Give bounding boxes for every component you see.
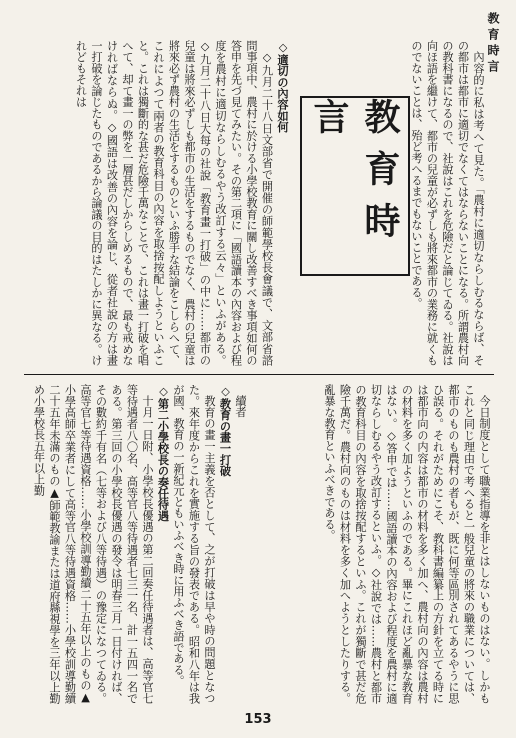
column-lower-left bbox=[28, 384, 248, 704]
section-heading: ◇教育の畫一打破 bbox=[218, 384, 233, 477]
page-number: 153 bbox=[244, 712, 272, 727]
section-title: 教育時言 bbox=[308, 98, 401, 254]
column-divider bbox=[24, 374, 494, 375]
column-lower-right bbox=[260, 384, 492, 704]
paragraph: 教育の畫一主義を否として、之が打破は早や時の問題となつた。來年度からこれを實施する旨の發表である。昭和八年は我が國、教育の一新紀元ともいふべき時に用ふべき語である。 bbox=[172, 384, 216, 704]
running-head: 教育時言 bbox=[486, 12, 500, 76]
paragraph: 續者 bbox=[234, 395, 247, 418]
column-upper-right bbox=[410, 40, 486, 366]
section-heading: ◇第二小學校長の奏任待遇 bbox=[156, 384, 171, 522]
title-box bbox=[300, 96, 410, 276]
paragraph: 內容的に私は考へて見た。「農村に適切ならしむるならば、その都市は都市に適切でなくてはならないことになる。所謂農村向の教科書になるので、社說はこれを危險だと論じてゐる。社說は向ほ語を繼けて、都市の兒童が必ずしも將來都市の業務に就くものでないことは、殆ど考へるまでもないことである。 bbox=[410, 40, 485, 366]
paragraph: ◇九月二十八日文部省で開催の師範學校長會議で、文部省諮問事項中、農村に於ける小學校教育に關し改善すべき事項如何の答申を先づ見てみたい。その第二項に「國語讀本の內容および程度を農村に適切ならしむるやう改訂する云々」といふがある。◇九月二十八日大每の社說「教育畫一打破」の中に……都市の兒童は將來必ずしも都市の生活をするものでなく、農村の兒童は將來必ず農村の生活をするものといふ勝手な結論をこしらへて、これによつて兩者の教育科目の內容を取捨按配しようといふこと。これは獨斷的な甚だ危險千萬なことで、これは畫一打破を唱へて、却て畫一の弊を一層甚だしからしめるもので、最も戒めなければならぬ。◇國語は改善の內容を論じ、從者社說の方は畫一打破を論じたものであるから論議の目的はたしかに異なる。けれどもそれは bbox=[74, 40, 274, 366]
column-upper-left bbox=[28, 40, 290, 366]
paragraph: 十月一日附、小學校長優遇の第二回奏任待遇者は、高等官七等待遇者八〇名、高等官八等待遇者七三一名、計一五四一名である。第三回の小學校長優遇の發令は明春三月一日付ければ、その數約千有名（七等および八等待遇）の豫定になつてゐる。高等官七等待遇資格……小學校訓導勤續二十五年以上のもの▲小學高師卒業者にして高等官八等待遇資格……小學校訓導勤續二十五年未滿のもの▲師範教諭または道府縣視學を三年以上勤め小學校長五年以上勤 bbox=[32, 384, 154, 704]
paragraph: 今日制度として職業指導を非とはしないものはない。しかもこれと同じ理由で考へると一般兒童の將來の職業については、都市のものも農村の者もが、既に何等區別されてあるやうに思ひ誤る。それがためにこそ、教科書編纂上の方針を立てる時には都市向の内容は都市の材料を多く加へ、農村向の內容は農村の材料を多く加ようといふのである。畢にこれほど亂暴な教育はない。◇答申では……國語讀本の內容および程度を農村に適切ならしむるやう改訂するといふ。◇社說では……農村と都市の教育科目の內容を取捨按配するといふ。これが獨斷で甚だ危險千萬だ。農村向のものは材料を多く加へようとしたりする。亂暴な教育といふべきである。 bbox=[323, 384, 491, 704]
section-heading: ◇適切の內容如何 bbox=[276, 40, 290, 133]
